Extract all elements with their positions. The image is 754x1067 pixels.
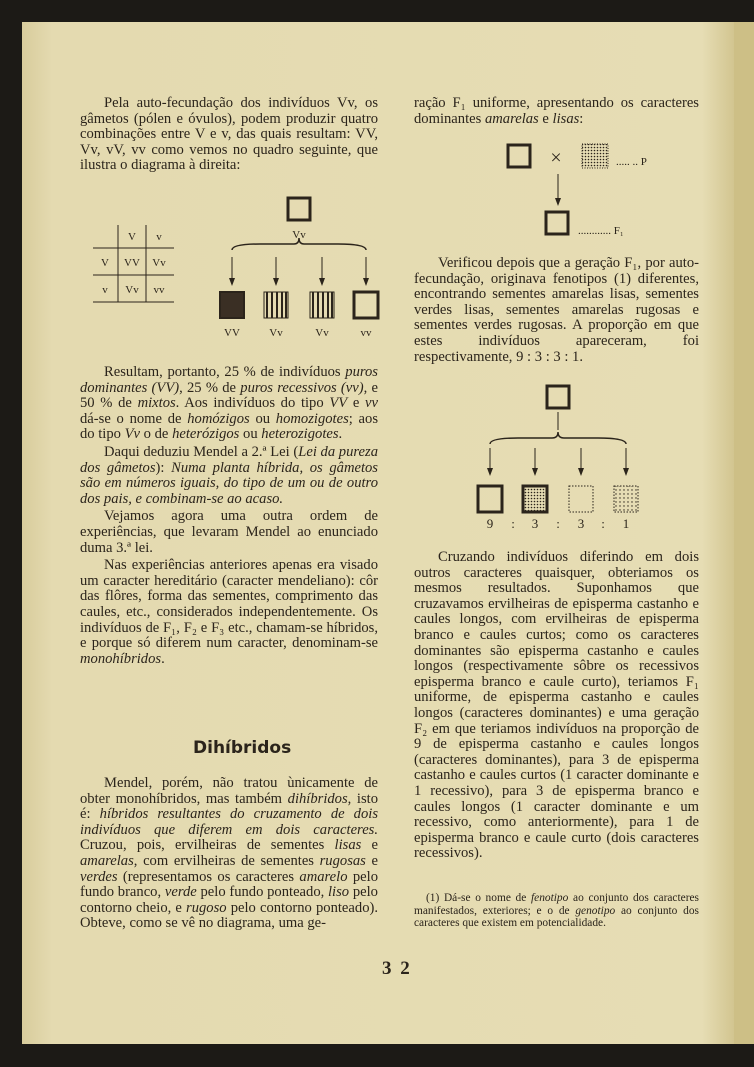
brace <box>490 432 626 444</box>
f2-ratio-diagram <box>470 380 650 530</box>
yellow-wrinkled-square <box>569 486 593 512</box>
paragraph: Mendel, porém, não tratou ùnicamente de obter monohíbridos, mas também dihíbridos, isto é: híbridos resultantes do cruzamento de dois indivíduos que diferem em dois caracteres. Cruzou, pois, ervilheiras de sementes lisas e amarelas, com ervilheiras de sementes rugosas e verdes (representamos os caracteres amarelo pelo fundo branco, verde pelo fundo ponteado, liso pelo contorno cheio, e rugoso pelo contorno ponteado). Obteve, como se vê no diagrama, uma ge- <box>80 775 379 932</box>
parent-square <box>288 198 310 220</box>
green-wrinkled-square <box>614 486 638 512</box>
punnett-header-1: V <box>128 231 136 243</box>
paragraph: Daqui deduziu Mendel a 2.ª Lei (Lei da pureza dos gâmetos): Numa planta híbrida, os gâmetos são em números iguais, do tipo de um ou de outro dos pais, e combinam-se ao acaso. <box>80 443 378 507</box>
ratio-value: 3 <box>531 516 539 530</box>
punnett-cell: Vv <box>125 284 139 296</box>
offspring-label: vv <box>360 327 372 339</box>
parent-yellow-smooth-square <box>508 145 530 167</box>
right-example-text <box>414 550 699 862</box>
dihybrid-cross-diagram <box>500 140 690 245</box>
ratio-value: 1 <box>622 516 630 530</box>
offspring-white-square <box>354 292 378 318</box>
ratio-separator: : <box>556 516 560 530</box>
left-body-text <box>80 365 378 667</box>
punnett-cell: VV <box>124 257 140 269</box>
ratio-separator: : <box>601 516 605 530</box>
right-intro-text <box>414 96 699 127</box>
green-smooth-square <box>523 486 547 512</box>
section-heading: Dihíbridos <box>193 738 292 758</box>
punnett-row-1-label: V <box>101 257 109 269</box>
paragraph: Resultam, portanto, 25 % de indivíduos puros dominantes (VV), 25 % de puros recessivos (vv), e 50 % de mixtos. Aos indivíduos do tipo VV e vv dá-se o nome de homózigos ou homozigotes; aos do tipo Vv o de heterózigos ou heterozigotes. <box>80 364 379 443</box>
offspring-label: Vv <box>269 327 283 339</box>
offspring-striped-square <box>264 292 288 318</box>
ratio-separator: : <box>511 516 515 530</box>
f1-parent-square <box>547 386 569 408</box>
ratio-value: 3 <box>577 516 585 530</box>
paragraph: Pela auto-fecundação dos indivíduos Vv, os gâmetos (pólen e óvulos), podem produzir quatro combinações entre V e v, das quais resultam: VV, Vv, vV, vv como vemos no quadro seguinte, que ilustra o diagrama à direita: <box>80 95 378 174</box>
offspring-label: Vv <box>315 327 329 339</box>
parent-green-wrinkled-square <box>582 144 608 168</box>
parent-label: Vv <box>292 229 306 241</box>
yellow-smooth-square <box>478 486 502 512</box>
p-generation-label: ..... .. P <box>616 156 647 168</box>
f1-generation-label: ............ F₁ <box>578 225 624 237</box>
page-edge <box>734 22 754 1044</box>
right-f2-text <box>414 256 699 365</box>
offspring-label: VV <box>224 327 240 339</box>
punnett-square <box>88 220 178 310</box>
punnett-header-2: v <box>156 231 162 243</box>
offspring-dark-square <box>220 292 244 318</box>
punnett-cell: vv <box>153 284 165 296</box>
footnote: (1) Dá-se o nome de fenotipo ao conjunto dos caracteres manifestados, exteriores; e o de genotipo ao conjunto dos caracteres que existem em potencialidade. <box>414 892 699 929</box>
paragraph: Nas experiências anteriores apenas era visado um caracter hereditário (caracter mendeliano): côr das flôres, forma das sementes, comprimento das caules, etc., considerados independentemente. Os indivíduos de F₁, F₂ e F₃ etc., chamam-se híbridos, e porque só diferem num caracter, denominam-se monohíbridos. <box>80 557 378 667</box>
offspring-striped-square <box>310 292 334 318</box>
ratio-value: 9 <box>486 516 494 530</box>
brace <box>232 238 366 250</box>
paragraph: ração F₁ uniforme, apresentando os caracteres dominantes amarelas e lisas: <box>414 95 699 127</box>
monohybrid-diagram <box>210 192 390 342</box>
page-number: 3 2 <box>382 958 412 979</box>
paragraph: Vejamos agora uma outra ordem de experiências, que levaram Mendel ao enunciado duma 3.ª lei. <box>80 508 378 556</box>
cross-symbol: × <box>550 147 562 169</box>
f1-square <box>546 212 568 234</box>
left-intro-text <box>80 96 378 174</box>
left-dihybrid-text <box>80 776 378 932</box>
paragraph: Verificou depois que a geração F₁, por auto-fecundação, originava fenotipos (1) diferentes, encontrando sementes amarelas lisas, sementes verdes lisas, sementes amarelas rugosas e sementes verdes rugosas. A proporção em que estes indivíduos apareceram, foi respectivamente, 9 : 3 : 3 : 1. <box>414 255 699 365</box>
paragraph: Cruzando indivíduos diferindo em dois outros caracteres quaisquer, obteriamos os mesmos resultados. Suponhamos que cruzavamos ervilheiras de episperma castanho e caules longos, com ervilheiras de episperma branco e caules curtos; como os caracteres dominantes são episperma castanho e caules longos (respectivamente sôbre os recessivos episperma branco e caule curto), teriamos F₁ uniforme, de episperma castanho e caules longos (caracteres dominantes) e uma geração F₂ em que teriamos indivíduos na proporção de 9 de episperma castanho e caules longos (caracteres dominantes), para 3 de episperma castanho e caules curtos (1 caracter dominante e 1 recessivo), para 3 de episperma branco e caules longos (1 caracter dominante e um recessivo, como anteriormente), para 1 de episperma branco e caule curto (dois caracteres recessivos). <box>414 549 699 862</box>
punnett-cell: Vv <box>152 257 166 269</box>
punnett-row-2-label: v <box>102 284 108 296</box>
